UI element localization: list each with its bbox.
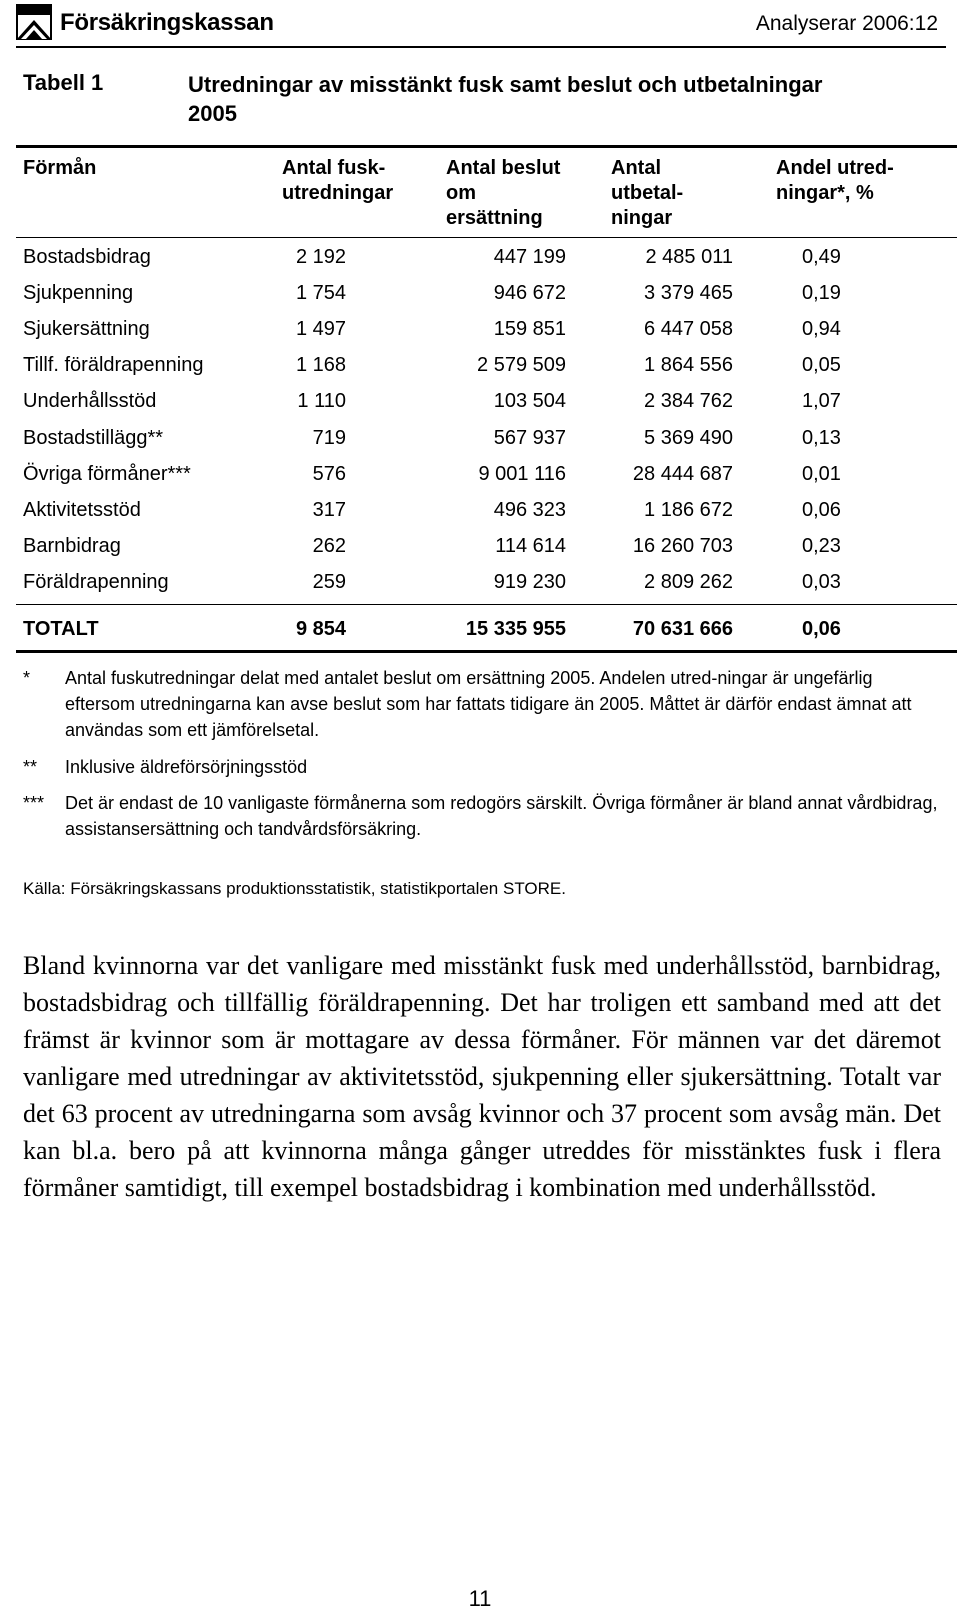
footnote-mark: * xyxy=(23,668,31,688)
table-row xyxy=(0,318,960,354)
benefit-name: Bostadsbidrag xyxy=(23,246,151,268)
table-row xyxy=(0,571,960,607)
table-row xyxy=(0,390,960,426)
body-paragraph: Bland kvinnorna var det vanligare med misstänkt fusk med underhållsstöd, barnbidrag, bostadsbidrag och tillfällig föräldrapenning. Det har troligen ett samband med att det främst är kvinnor som är mottagare av dessa förmåner. För männen var det däremot vanligare med utredningar av aktivitetsstöd, sjukpenning eller sjukersättning. Totalt var det 63 procent av utredningarna som avsåg kvinnor och 37 procent som avsåg män. Det kan bl.a. bero på att kvinnorna många gånger utreddes för misstänktes fusk i flera förmåner samtidigt, till exempel bostadsbidrag i kombination med underhållsstöd. xyxy=(23,951,941,1202)
table-row xyxy=(0,246,960,282)
payments-value: 6 447 058 xyxy=(644,318,733,340)
total-label: TOTALT xyxy=(23,618,99,640)
share-value: 0,06 xyxy=(802,499,841,521)
col-header-line: ningar xyxy=(611,207,673,229)
footnote-text: Det är endast de 10 vanligaste förmånerna som redogörs särskilt. Övriga förmåner är bland annat vårdbidrag, assistansersättning och tandvårdsförsäkring. xyxy=(65,793,938,839)
share-value: 0,13 xyxy=(802,427,841,449)
page-header xyxy=(16,4,946,48)
investigations-value: 317 xyxy=(312,499,346,521)
investigations-value: 719 xyxy=(312,427,346,449)
forsakringskassan-logo-icon xyxy=(16,4,52,40)
payments-value: 1 864 556 xyxy=(644,354,733,376)
payments-value: 2 384 762 xyxy=(644,390,733,412)
col-header-share xyxy=(776,156,894,206)
col-header-line: om xyxy=(446,182,476,204)
investigations-value: 1 110 xyxy=(297,390,346,412)
table-row xyxy=(0,463,960,499)
footnote-mark: ** xyxy=(23,757,38,777)
table-label: Tabell 1 xyxy=(23,70,104,95)
col-header-decisions xyxy=(446,156,560,231)
table-row xyxy=(0,354,960,390)
decisions-value: 9 001 116 xyxy=(478,463,566,485)
benefit-name: Barnbidrag xyxy=(23,535,121,557)
benefit-name: Tillf. föräldrapenning xyxy=(23,354,204,376)
decisions-value: 103 504 xyxy=(493,390,566,412)
col-header-line: Antal xyxy=(611,157,661,179)
benefit-name: Föräldrapenning xyxy=(23,571,169,593)
share-value: 0,03 xyxy=(802,571,841,593)
investigations-value: 262 xyxy=(312,535,346,557)
page-number: 11 xyxy=(468,1586,492,1611)
col-header-line: ersättning xyxy=(446,207,543,229)
share-value: 1,07 xyxy=(802,390,841,412)
col-header-line: utredningar xyxy=(282,182,394,204)
share-value: 0,01 xyxy=(802,463,841,485)
decisions-value: 946 672 xyxy=(493,282,566,304)
investigations-value: 1 168 xyxy=(295,354,346,376)
investigations-value: 1 497 xyxy=(295,318,346,340)
table-row xyxy=(0,499,960,535)
col-header-benefit: Förmån xyxy=(23,157,97,179)
benefit-name: Bostadstillägg** xyxy=(23,427,164,449)
table-row xyxy=(0,282,960,318)
total-payments: 70 631 666 xyxy=(632,618,733,640)
header-bottom-rule xyxy=(16,237,957,238)
brand-name: Försäkringskassan xyxy=(60,9,274,36)
benefit-name: Sjukersättning xyxy=(23,318,150,340)
decisions-value: 159 851 xyxy=(493,318,566,340)
footnote-text: Inklusive äldreförsörjningsstöd xyxy=(65,757,308,777)
investigations-value: 259 xyxy=(312,571,346,593)
table-bottom-rule xyxy=(16,650,957,653)
total-top-rule xyxy=(16,604,957,605)
table-total-row xyxy=(0,618,960,654)
col-header-line: Antal beslut xyxy=(446,157,561,179)
share-value: 0,19 xyxy=(802,282,841,304)
share-value: 0,05 xyxy=(802,354,841,376)
share-value: 0,23 xyxy=(802,535,841,557)
table-row xyxy=(0,427,960,463)
col-header-payments xyxy=(611,156,683,231)
payments-value: 5 369 490 xyxy=(644,427,733,449)
header-divider xyxy=(16,46,946,48)
decisions-value: 2 579 509 xyxy=(477,354,566,376)
col-header-line: Andel utred- xyxy=(776,157,894,179)
total-investigations: 9 854 xyxy=(295,618,346,640)
col-header-line: ningar*, % xyxy=(776,182,874,204)
benefit-name: Övriga förmåner*** xyxy=(23,463,191,485)
benefit-name: Underhållsstöd xyxy=(23,390,157,412)
col-header-investigations xyxy=(282,156,393,206)
table-top-rule xyxy=(16,145,957,148)
decisions-value: 447 199 xyxy=(493,246,566,268)
investigations-value: 576 xyxy=(312,463,346,485)
payments-value: 28 444 687 xyxy=(632,463,733,485)
share-value: 0,49 xyxy=(802,246,841,268)
total-decisions: 15 335 955 xyxy=(465,618,566,640)
table-source: Källa: Försäkringskassans produktionsstatistik, statistikportalen STORE. xyxy=(23,879,566,898)
payments-value: 1 186 672 xyxy=(644,499,733,521)
payments-value: 3 379 465 xyxy=(644,282,733,304)
decisions-value: 567 937 xyxy=(493,427,566,449)
benefit-name: Sjukpenning xyxy=(23,282,134,304)
col-header-line: Antal fusk- xyxy=(282,157,386,179)
payments-value: 2 809 262 xyxy=(644,571,733,593)
investigations-value: 2 192 xyxy=(295,246,346,268)
benefit-name: Aktivitetsstöd xyxy=(23,499,141,521)
footnote-mark: *** xyxy=(23,793,45,813)
report-series: Analyserar 2006:12 xyxy=(755,12,938,35)
payments-value: 2 485 011 xyxy=(645,246,733,268)
investigations-value: 1 754 xyxy=(295,282,346,304)
decisions-value: 114 614 xyxy=(495,535,566,557)
payments-value: 16 260 703 xyxy=(632,535,733,557)
decisions-value: 496 323 xyxy=(493,499,566,521)
table-title: Utredningar av misstänkt fusk samt beslut och utbetalningar 2005 xyxy=(188,72,823,126)
table-row xyxy=(0,535,960,571)
share-value: 0,94 xyxy=(802,318,841,340)
decisions-value: 919 230 xyxy=(493,571,566,593)
col-header-line: utbetal- xyxy=(611,182,684,204)
footnote-text: Antal fuskutredningar delat med antalet beslut om ersättning 2005. Andelen utred-ningar är ungefärlig eftersom utredningarna kan avse beslut som har fattats tidigare än 2005. Måttet är därför endast ämnat att användas som ett jämförelsetal. xyxy=(65,668,912,740)
total-share: 0,06 xyxy=(802,618,841,640)
